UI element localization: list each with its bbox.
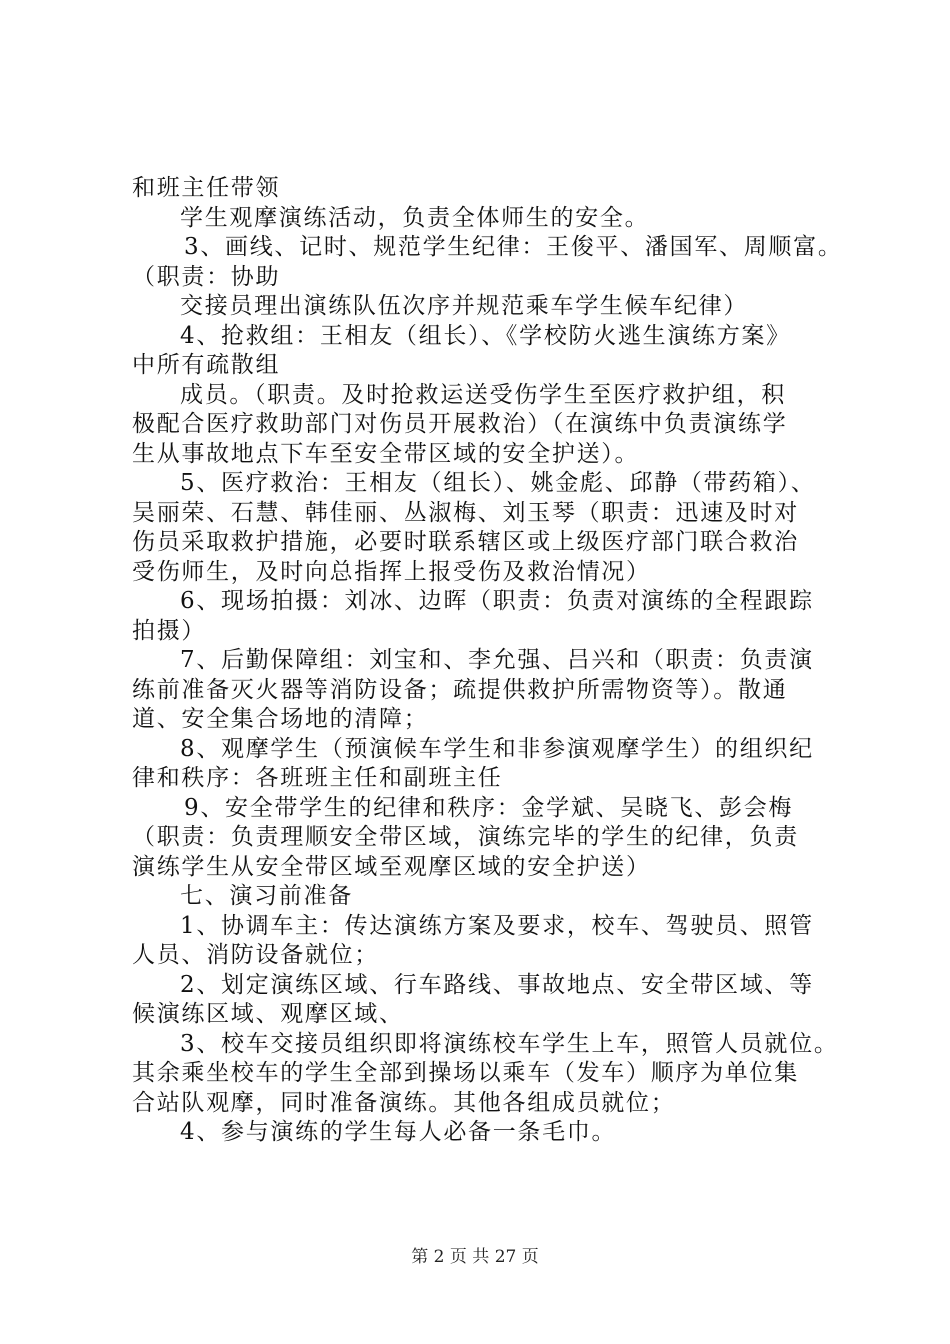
text-line: （职责：负责理顺安全带区域，演练完毕的学生的纪律，负责 (132, 824, 799, 850)
text-line: 练前准备灭火器等消防设备；疏提供救护所需物资等）。散通 (132, 676, 788, 703)
text-line: 5、医疗救治：王相友（组长）、姚金彪、邱静（带药箱）、 (180, 470, 816, 496)
page-number-footer: 第 2 页 共 27 页 (411, 1247, 539, 1267)
text-line: 中所有疏散组 (132, 352, 281, 378)
section-heading: 七、演习前准备 (180, 883, 353, 909)
text-line: 4、参与演练的学生每人必备一条毛巾。 (180, 1119, 617, 1145)
text-line: 4、抢救组：王相友（组长）、《学校防火逃生演练方案》 (180, 322, 791, 349)
text-line: 6、现场拍摄：刘冰、边晖（职责：负责对演练的全程跟踪 (180, 588, 814, 614)
text-line: 学生观摩演练活动，负责全体师生的安全。 (180, 204, 650, 231)
text-line: 生从事故地点下车至安全带区域的安全护送）。 (132, 440, 640, 467)
text-line: 1、协调车主：传达演练方案及要求，校车、驾驶员、照管 (180, 912, 814, 939)
text-line: 其余乘坐校车的学生全部到操场以乘车（发车）顺序为单位集 (132, 1060, 799, 1086)
text-line: 交接员理出演练队伍次序并规范乘车学生候车纪律） (180, 293, 749, 319)
document-body (132, 174, 843, 1148)
text-line: 道、安全集合场地的清障； (132, 706, 429, 732)
text-line: 演练学生从安全带区域至观摩区域的安全护送） (132, 853, 651, 880)
text-line: 9、安全带学生的纪律和秩序：金学斌、吴晓飞、彭会梅 (184, 794, 794, 821)
text-line: 律和秩序：各班班主任和副班主任 (132, 765, 503, 791)
text-line: 人员、消防设备就位； (132, 942, 379, 968)
text-line: 极配合医疗救助部门对伤员开展救治）（在演练中负责演练学 (132, 411, 788, 437)
text-line: （职责：协助 (132, 263, 281, 290)
text-line: 候演练区域、观摩区域、 (132, 1001, 404, 1027)
text-line: 受伤师生，及时向总指挥上报受伤及救治情况） (132, 558, 651, 585)
text-line: 吴丽荣、石慧、韩佳丽、丛淑梅、刘玉琴（职责：迅速及时对 (132, 499, 799, 526)
text-line: 3、画线、记时、规范学生纪律：王俊平、潘国军、周顺富。 (184, 234, 843, 260)
text-line: 8、观摩学生（预演候车学生和非参演观摩学生）的组织纪 (180, 735, 814, 762)
text-line: 合站队观摩，同时准备演练。其他各组成员就位； (132, 1089, 676, 1116)
text-line: 成员。（职责。及时抢救运送受伤学生至医疗救护组，积 (180, 381, 786, 408)
text-line: 7、后勤保障组：刘宝和、李允强、吕兴和（职责：负责演 (180, 647, 814, 673)
text-line: 3、校车交接员组织即将演练校车学生上车，照管人员就位。 (180, 1030, 839, 1057)
text-line: 拍摄） (132, 617, 207, 644)
text-line: 和班主任带领 (132, 175, 281, 201)
text-line: 伤员采取救护措施，必要时联系辖区或上级医疗部门联合救治 (132, 529, 799, 555)
text-line: 2、划定演练区域、行车路线、事故地点、安全带区域、等 (180, 971, 814, 998)
